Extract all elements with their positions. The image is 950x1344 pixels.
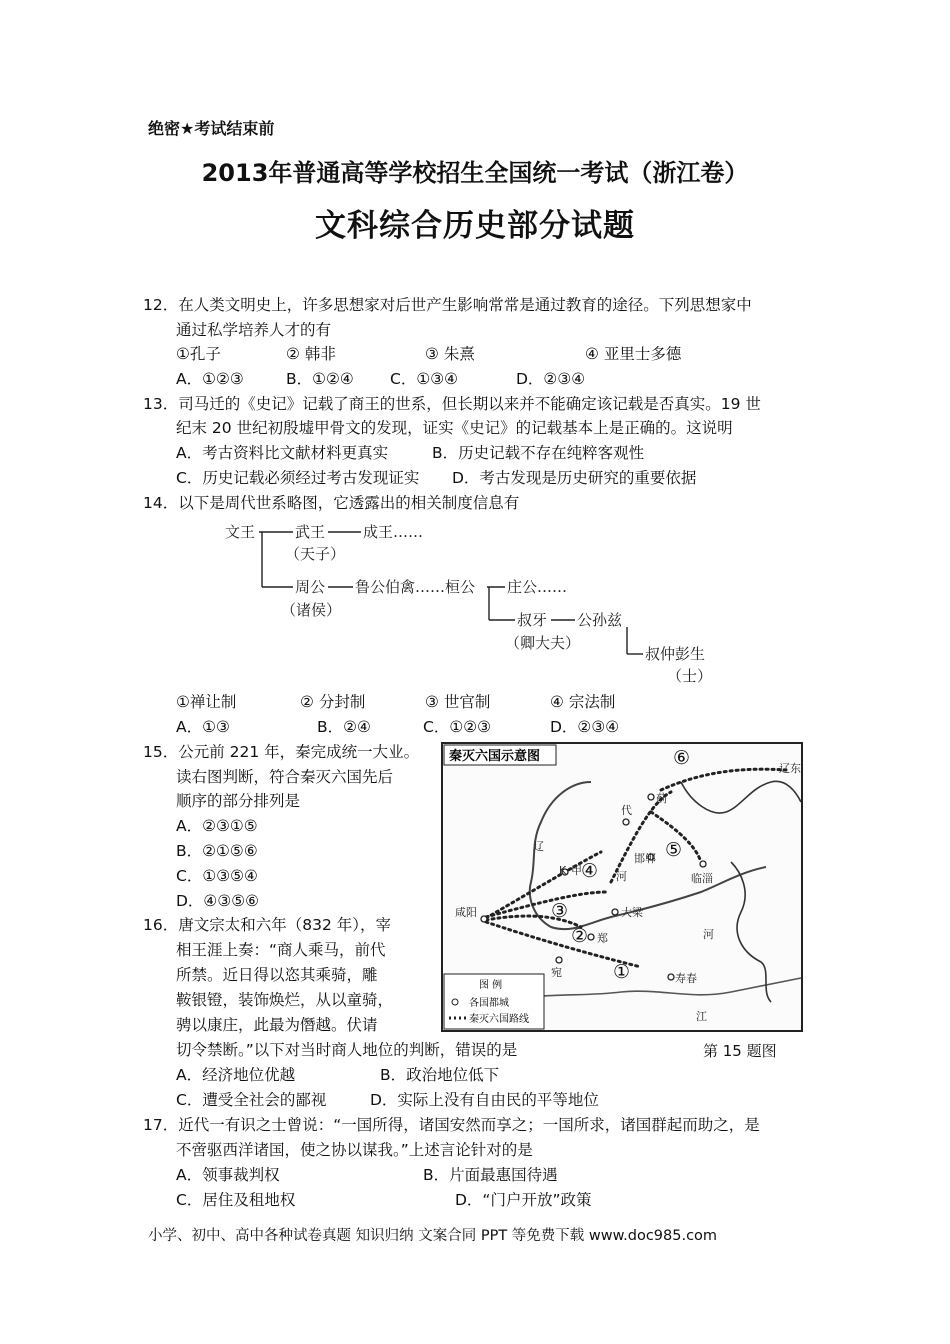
q15-option: A．②③①⑤ — [176, 817, 258, 835]
place-label: 大梁 — [621, 906, 643, 919]
q17-line1: 17．近代一有识之士曾说：“一国所得，诸国安然而享之；一国所求，诸国群起而助之，是 — [143, 1116, 760, 1134]
legend-route-label: 秦灭六国路线 — [469, 1014, 529, 1025]
label-tianzi: （天子） — [285, 545, 346, 563]
q16-line6: 切令禁断。”以下对当时商人地位的判断，错误的是 — [176, 1041, 518, 1059]
q14-option: B．②④ — [317, 718, 371, 736]
capital-dot — [556, 957, 562, 963]
place-label: 辽 — [533, 840, 544, 853]
q16-line3: 所禁。近日得以恣其乘骑，雕 — [176, 966, 378, 984]
q16-option: D．实际上没有自由民的平等地位 — [370, 1091, 599, 1109]
capital-dot — [481, 916, 487, 922]
place-label: 蓟 — [656, 792, 667, 805]
q13-option: D．考古发现是历史研究的重要依据 — [452, 469, 697, 487]
q16-option: A．经济地位优越 — [176, 1066, 296, 1084]
q14-item: ② 分封制 — [300, 693, 366, 711]
map-caption: 第 15 题图 — [703, 1042, 777, 1060]
route-number: ③ — [551, 900, 569, 922]
q12-line2: 通过私学培养人才的有 — [176, 321, 332, 339]
node-gongsunzi: 公孙兹 — [577, 611, 623, 629]
q12-item: ② 韩非 — [286, 345, 336, 363]
place-label: 甲 — [571, 864, 582, 877]
node-zhougong: 周公 — [295, 578, 326, 596]
q12-item: ③ 朱熹 — [425, 345, 475, 363]
node-wuwang: 武王 — [295, 523, 326, 541]
q17-option: B．片面最惠国待遇 — [423, 1166, 558, 1184]
route-number: ① — [613, 961, 631, 983]
capital-dot — [623, 819, 629, 825]
q13-option: C．历史记载必须经过考古发现证实 — [176, 469, 420, 487]
q12-line1: 12．在人类文明史上，许多思想家对后世产生影响常常是通过教育的途径。下列思想家中 — [143, 296, 752, 314]
q17-option: C．居住及租地权 — [176, 1191, 296, 1209]
place-label: 河 — [703, 928, 714, 941]
place-label: 宛 — [551, 966, 562, 979]
q12-option: B．①②④ — [286, 370, 354, 388]
place-label: 临淄 — [691, 872, 713, 885]
label-shi: （士） — [667, 667, 713, 685]
q16-line2: 相王涯上奏：“商人乘马，前代 — [176, 941, 386, 959]
q12-item: ④ 亚里士多德 — [585, 345, 682, 363]
label-qingdafu: （卿大夫） — [505, 634, 581, 652]
qin-conquest-map — [441, 742, 803, 1032]
node-wenwang: 文王 — [225, 523, 256, 541]
q16-line1: 16．唐文宗太和六年（832 年），宰 — [143, 916, 391, 934]
exam-title: 2013年普通高等学校招生全国统一考试（浙江卷） — [201, 159, 749, 187]
node-shuya: 叔牙 — [517, 611, 548, 629]
place-label: 郑 — [597, 932, 608, 945]
zhou-genealogy-diagram — [215, 515, 735, 690]
legend-capital-label: 各国都城 — [469, 998, 509, 1009]
q15-option: D．④③⑤⑥ — [176, 892, 260, 910]
confidential-label: 绝密★考试结束前 — [148, 119, 275, 138]
q15-option: C．①③⑤④ — [176, 867, 258, 885]
q14-item: ④ 宗法制 — [550, 693, 616, 711]
q15-line3: 顺序的部分排列是 — [176, 792, 301, 810]
q14-option: A．①③ — [176, 718, 230, 736]
route-number: ④ — [581, 860, 599, 882]
place-label: 咸阳 — [455, 906, 477, 919]
place-label: 邯郸 — [634, 852, 656, 865]
q16-option: C．遭受全社会的鄙视 — [176, 1091, 327, 1109]
map-title: 秦灭六国示意图 — [449, 749, 541, 764]
q14-item: ①禅让制 — [176, 693, 237, 711]
legend-title: 图 例 — [479, 980, 503, 991]
node-boqin: 鲁公伯禽……桓公 — [355, 578, 476, 596]
q13-option: A．考古资料比文献材料更真实 — [176, 444, 389, 462]
q17-line2: 不啻驱西洋诸国，使之协以谋我。”上述言论针对的是 — [176, 1141, 533, 1159]
capital-dot — [588, 934, 594, 940]
place-label: 辽东 — [779, 762, 801, 775]
place-label: K — [559, 864, 567, 877]
q14-item: ③ 世官制 — [425, 693, 491, 711]
node-zhuanggong: 庄公…… — [507, 578, 568, 596]
place-label: 代 — [621, 804, 632, 817]
route-number: ⑤ — [665, 839, 683, 861]
capital-dot — [648, 794, 654, 800]
capital-dot — [668, 974, 674, 980]
q16-line4: 鞍银镫，装饰焕烂，从以童骑， — [176, 991, 394, 1009]
q14-line1: 14．以下是周代世系略图，它透露出的相关制度信息有 — [143, 494, 520, 512]
q13-line1: 13．司马迁的《史记》记载了商王的世系，但长期以来并不能确定该记载是否真实。19 世 — [143, 395, 761, 413]
q12-item: ①孔子 — [176, 345, 221, 363]
q15-option: B．②①⑤⑥ — [176, 842, 258, 860]
q12-option: A．①②③ — [176, 370, 244, 388]
place-label: 寿春 — [675, 972, 697, 985]
q15-line1: 15．公元前 221 年，秦完成统一大业。 — [143, 743, 420, 761]
route-number: ⑥ — [673, 747, 691, 769]
place-label: 江 — [696, 1010, 707, 1023]
q14-option: D．②③④ — [550, 718, 620, 736]
capital-dot — [700, 861, 706, 867]
legend-capital-symbol — [452, 999, 458, 1005]
q17-option: D．“门户开放”政策 — [455, 1191, 592, 1209]
route-number: ② — [571, 925, 589, 947]
q12-option: C．①③④ — [390, 370, 459, 388]
q13-line2: 纪末 20 世纪初殷墟甲骨文的发现，证实《史记》的记载基本上是正确的。这说明 — [176, 419, 733, 437]
footer-text: 小学、初中、高中各种试卷真题 知识归纳 文案合同 PPT 等免费下载 www.doc985.com — [148, 1228, 718, 1244]
node-shuzhong: 叔仲彭生 — [645, 645, 706, 663]
q13-option: B．历史记载不存在纯粹客观性 — [432, 444, 645, 462]
place-label: 河 — [616, 870, 627, 883]
q17-option: A．领事裁判权 — [176, 1166, 280, 1184]
q15-line2: 读右图判断，符合秦灭六国先后 — [176, 768, 394, 786]
node-chengwang: 成王…… — [363, 523, 424, 541]
q14-option: C．①②③ — [423, 718, 492, 736]
q16-line5: 骋以康庄，此最为僭越。伏请 — [176, 1016, 378, 1034]
capital-dot — [612, 909, 618, 915]
exam-subtitle: 文科综合历史部分试题 — [315, 208, 635, 244]
q16-option: B．政治地位低下 — [380, 1066, 500, 1084]
label-zhuhou: （诸侯） — [281, 601, 342, 619]
q12-option: D．②③④ — [516, 370, 586, 388]
